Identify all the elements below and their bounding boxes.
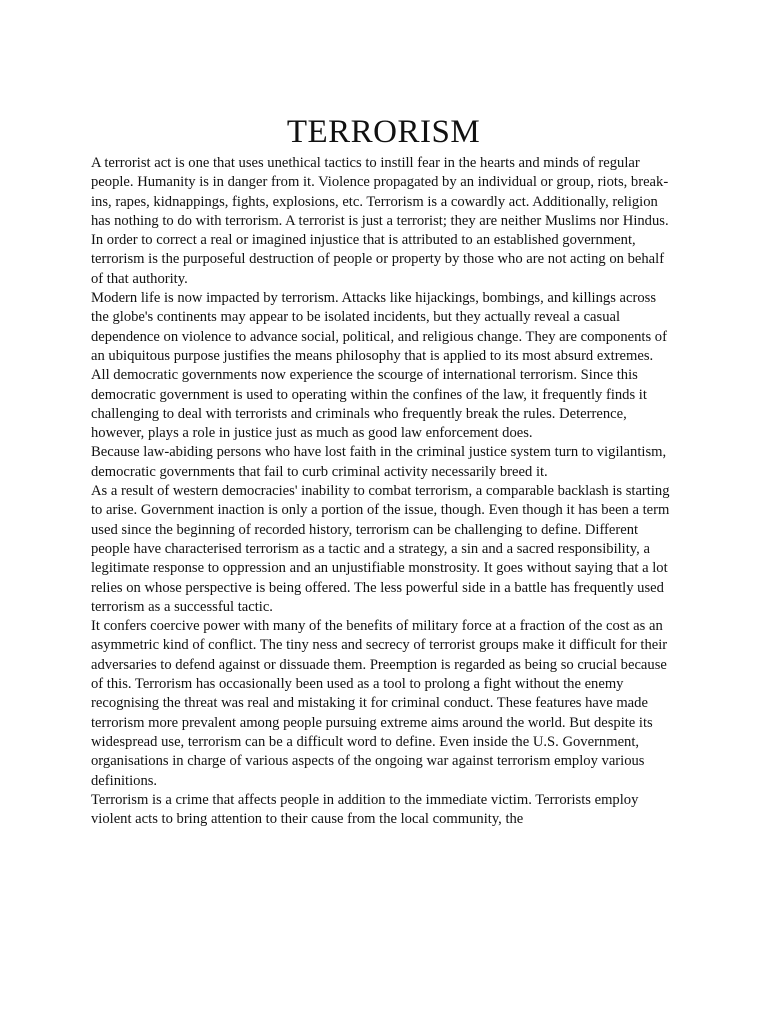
paragraph-8: Terrorism is a crime that affects people in addition to the immediate victim. Terrorists employ violent acts to bring attention to their cause from the local community, the [91,791,639,828]
document-title: TERRORISM [286,114,481,150]
paragraph-2: In order to correct a real or imagined injustice that is attributed to an established government, terrorism is the purposeful destruction of people or property by those who are not acting on behalf of that authority. [91,232,665,287]
paragraph-7: It confers coercive power with many of the benefits of military force at a fraction of the cost as an asymmetric kind of conflict. The tiny ness and secrecy of terrorist groups make it difficult for their adversaries to defend against or dissuade them. Preemption is regarded as being so crucial because of this. Terrorism has occasionally been used as a tool to prolong a fight without the enemy recognising the threat was real and mistaking it for criminal conduct. These features have made terrorism more prevalent among people pursuing extreme aims around the world. But despite its widespread use, terrorism can be a difficult word to define. Even inside the U.S. Government, organisations in charge of various aspects of the ongoing war against terrorism employ various definitions. [91,618,668,789]
paragraph-5: Because law-abiding persons who have lost faith in the criminal justice system turn to vigilantism, democratic governments that fail to curb criminal activity necessarily breed it. [91,444,667,480]
paragraph-1: A terrorist act is one that uses unethical tactics to instill fear in the hearts and minds of regular people. Humanity is in danger from it. Violence propagated by an individual or group, riots, break-ins, rapes, kidnappings, fights, explosions, etc. Terrorism is a cowardly act. Additionally, religion has nothing to do with terrorism. A terrorist is just a terrorist; they are neither Muslims nor Hindus. [91,155,669,229]
paragraph-3: Modern life is now impacted by terrorism. Attacks like hijackings, bombings, and killings across the globe's continents may appear to be isolated incidents, but they actually reveal a casual dependence on violence to advance social, political, and religious change. They are components of an ubiquitous purpose justifies the means philosophy that is applied to its most absurd extremes. [91,290,667,364]
paragraph-4: All democratic governments now experience the scourge of international terrorism. Since this democratic government is used to operating within the confines of the law, it frequently finds it challenging to deal with terrorists and criminals who frequently break the rules. Deterrence, however, plays a role in justice just as much as good law enforcement does. [91,367,647,442]
document-page [91,112,676,829]
paragraph-6: As a result of western democracies' inability to combat terrorism, a comparable backlash is starting to arise. Government inaction is only a portion of the issue, though. Even though it has been a term used since the beginning of recorded history, terrorism can be challenging to define. Different people have characterised terrorism as a tactic and a strategy, a sin and a sacred responsibility, a legitimate response to oppression and an unjustifiable monstrosity. It goes without saying that a lot relies on whose perspective is being offered. The less powerful side in a battle has frequently used terrorism as a successful tactic. [91,483,670,615]
